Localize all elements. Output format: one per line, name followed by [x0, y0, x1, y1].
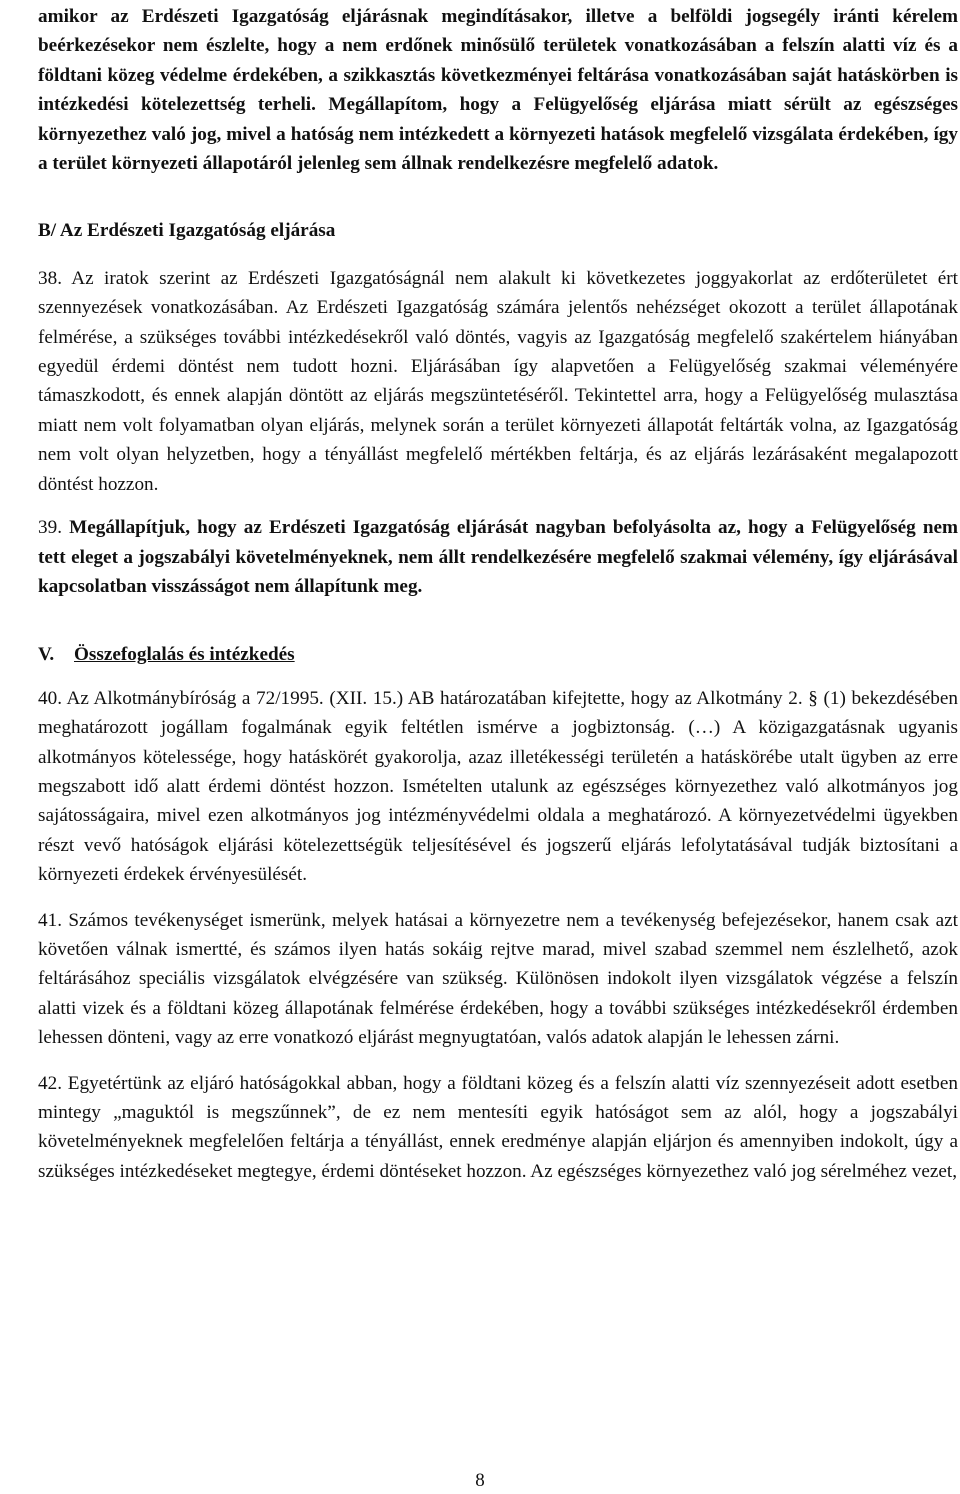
paragraph-38 [38, 264, 958, 499]
document-page [38, 0, 958, 1186]
paragraph-text: Egyetértünk az eljáró hatóságokkal abban, hogy a földtani közeg és a felszín alatti víz szennyezéseit adott esetben mintegy „maguktól is megszűnnek”, de ez nem mentesíti egyik hatóságot sem az alól, hogy a jogszabályi követelményeknek megfelelően feltárja a tényállást, ennek eredménye alapján eljárjon és amennyiben indokolt, úgy a szükséges intézkedéseket megtegye, érdemi döntéseket hozzon. Az egészséges környezethez való jog sérelméhez vezet, [38, 1072, 958, 1182]
paragraph-42 [38, 1069, 958, 1187]
paragraph-41 [38, 906, 958, 1053]
section-title: Összefoglalás és intézkedés [74, 644, 295, 666]
paragraph-number: 40. [38, 687, 62, 709]
paragraph-39 [38, 513, 958, 601]
section-heading-b: B/ Az Erdészeti Igazgatóság eljárása [38, 220, 336, 242]
paragraph-number: 41. [38, 909, 62, 931]
section-number: V. [38, 644, 55, 666]
section-heading-v [38, 640, 958, 669]
paragraph-number: 38. [38, 267, 62, 289]
paragraph-text: Megállapítjuk, hogy az Erdészeti Igazgatóság eljárását nagyban befolyásolta az, hogy a Felügyelőség nem tett eleget a jogszabályi követelményeknek, nem állt rendelkezésére megfelelő szakmai vélemény, így eljárásával kapcsolatban visszásságot nem állapítunk meg. [38, 517, 959, 597]
paragraph-number: 39. [38, 517, 62, 539]
paragraph-text: Számos tevékenységet ismerünk, melyek hatásai a környezetre nem a tevékenység befejezésekor, hanem csak azt követően válnak ismertté, és számos ilyen hatás sokáig rejtve marad, mivel szabad szemmel nem észlelhető, azok feltárásához speciális vizsgálatok elvégzésére van szükség. Különösen indokolt ilyen vizsgálatok végzése a felszín alatti vizek és a földtani közeg állapotának felmérése érdekében, hogy a további szükséges intézkedésekről érdemben lehessen dönteni, vagy az erre vonatkozó eljárást megnyugtatóan, valós adatok alapján le lehessen zárni. [38, 909, 959, 1049]
paragraph-text: Az iratok szerint az Erdészeti Igazgatóságnál nem alakult ki következetes joggyakorlat az erdőterületet ért szennyezések vonatkozásában. Az Erdészeti Igazgatóság számára jelentős nehézséget okozott a terület állapotának felmérése, a szükséges további intézkedésekről való döntés, vagyis az Igazgatóság megfelelő szakértelem hiányában egyedül érdemi döntést nem tudott hozni. Eljárásában így alapvetően a Felügyelőség szakmai véleményére támaszkodott, és ennek alapján döntött az eljárás megszüntetéséről. Tekintettel arra, hogy a Felügyelőség mulasztása miatt nem volt folyamatban olyan eljárás, melynek során a terület környezeti állapotát feltárták volna, az Igazgatóság nem volt olyan helyzetben, hogy a tényállást megfelelő mértékben feltárja, és az eljárás lezárásaként megalapozott döntést hozzon. [38, 267, 958, 495]
paragraph-number: 42. [38, 1072, 62, 1094]
paragraph-40 [38, 684, 958, 890]
intro-paragraph: amikor az Erdészeti Igazgatóság eljárásnak megindításakor, illetve a belföldi jogsegély iránti kérelem beérkezésekor nem észlelte, hogy a nem erdőnek minősülő területek vonatkozásában a felszín alatti víz és a földtani közeg védelme érdekében, a szikkasztás következményei feltárása vonatkozásában saját hatáskörben is intézkedési kötelezettség terheli. Megállapítom, hogy a Felügyelőség eljárása miatt sérült az egészséges környezethez való jog, mivel a hatóság nem intézkedett a környezeti hatások megfelelő vizsgálata érdekében, így a terület környezeti állapotáról jelenleg sem állnak rendelkezésre megfelelő adatok. [38, 6, 958, 175]
paragraph-text: Az Alkotmánybíróság a 72/1995. (XII. 15.) AB határozatában kifejtette, hogy az Alkotmány 2. § (1) bekezdésében meghatározott jogállam fogalmának egyik feltétlen ismérve a jogbiztonság. (…) A közigazgatásnak ugyanis alkotmányos kötelessége, hogy hatáskörét gyakorolja, azaz illetékességi területén a hatáskörébe utalt ügyben az erre megszabott idő alatt érdemi döntést hozzon. Ismételten utalunk az egészséges környezethez való alkotmányos jog sajátosságaira, mivel ezen alkotmányos jog intézményvédelmi oldala a meghatározó. A környezetvédelmi ügyekben részt vevő hatóságok eljárási kötelezettségük teljesítésével és jogszerű eljárás lefolytatásával tudják biztosítani a környezeti érdekek érvényesülését. [38, 687, 958, 886]
page-number: 8 [475, 1470, 485, 1491]
